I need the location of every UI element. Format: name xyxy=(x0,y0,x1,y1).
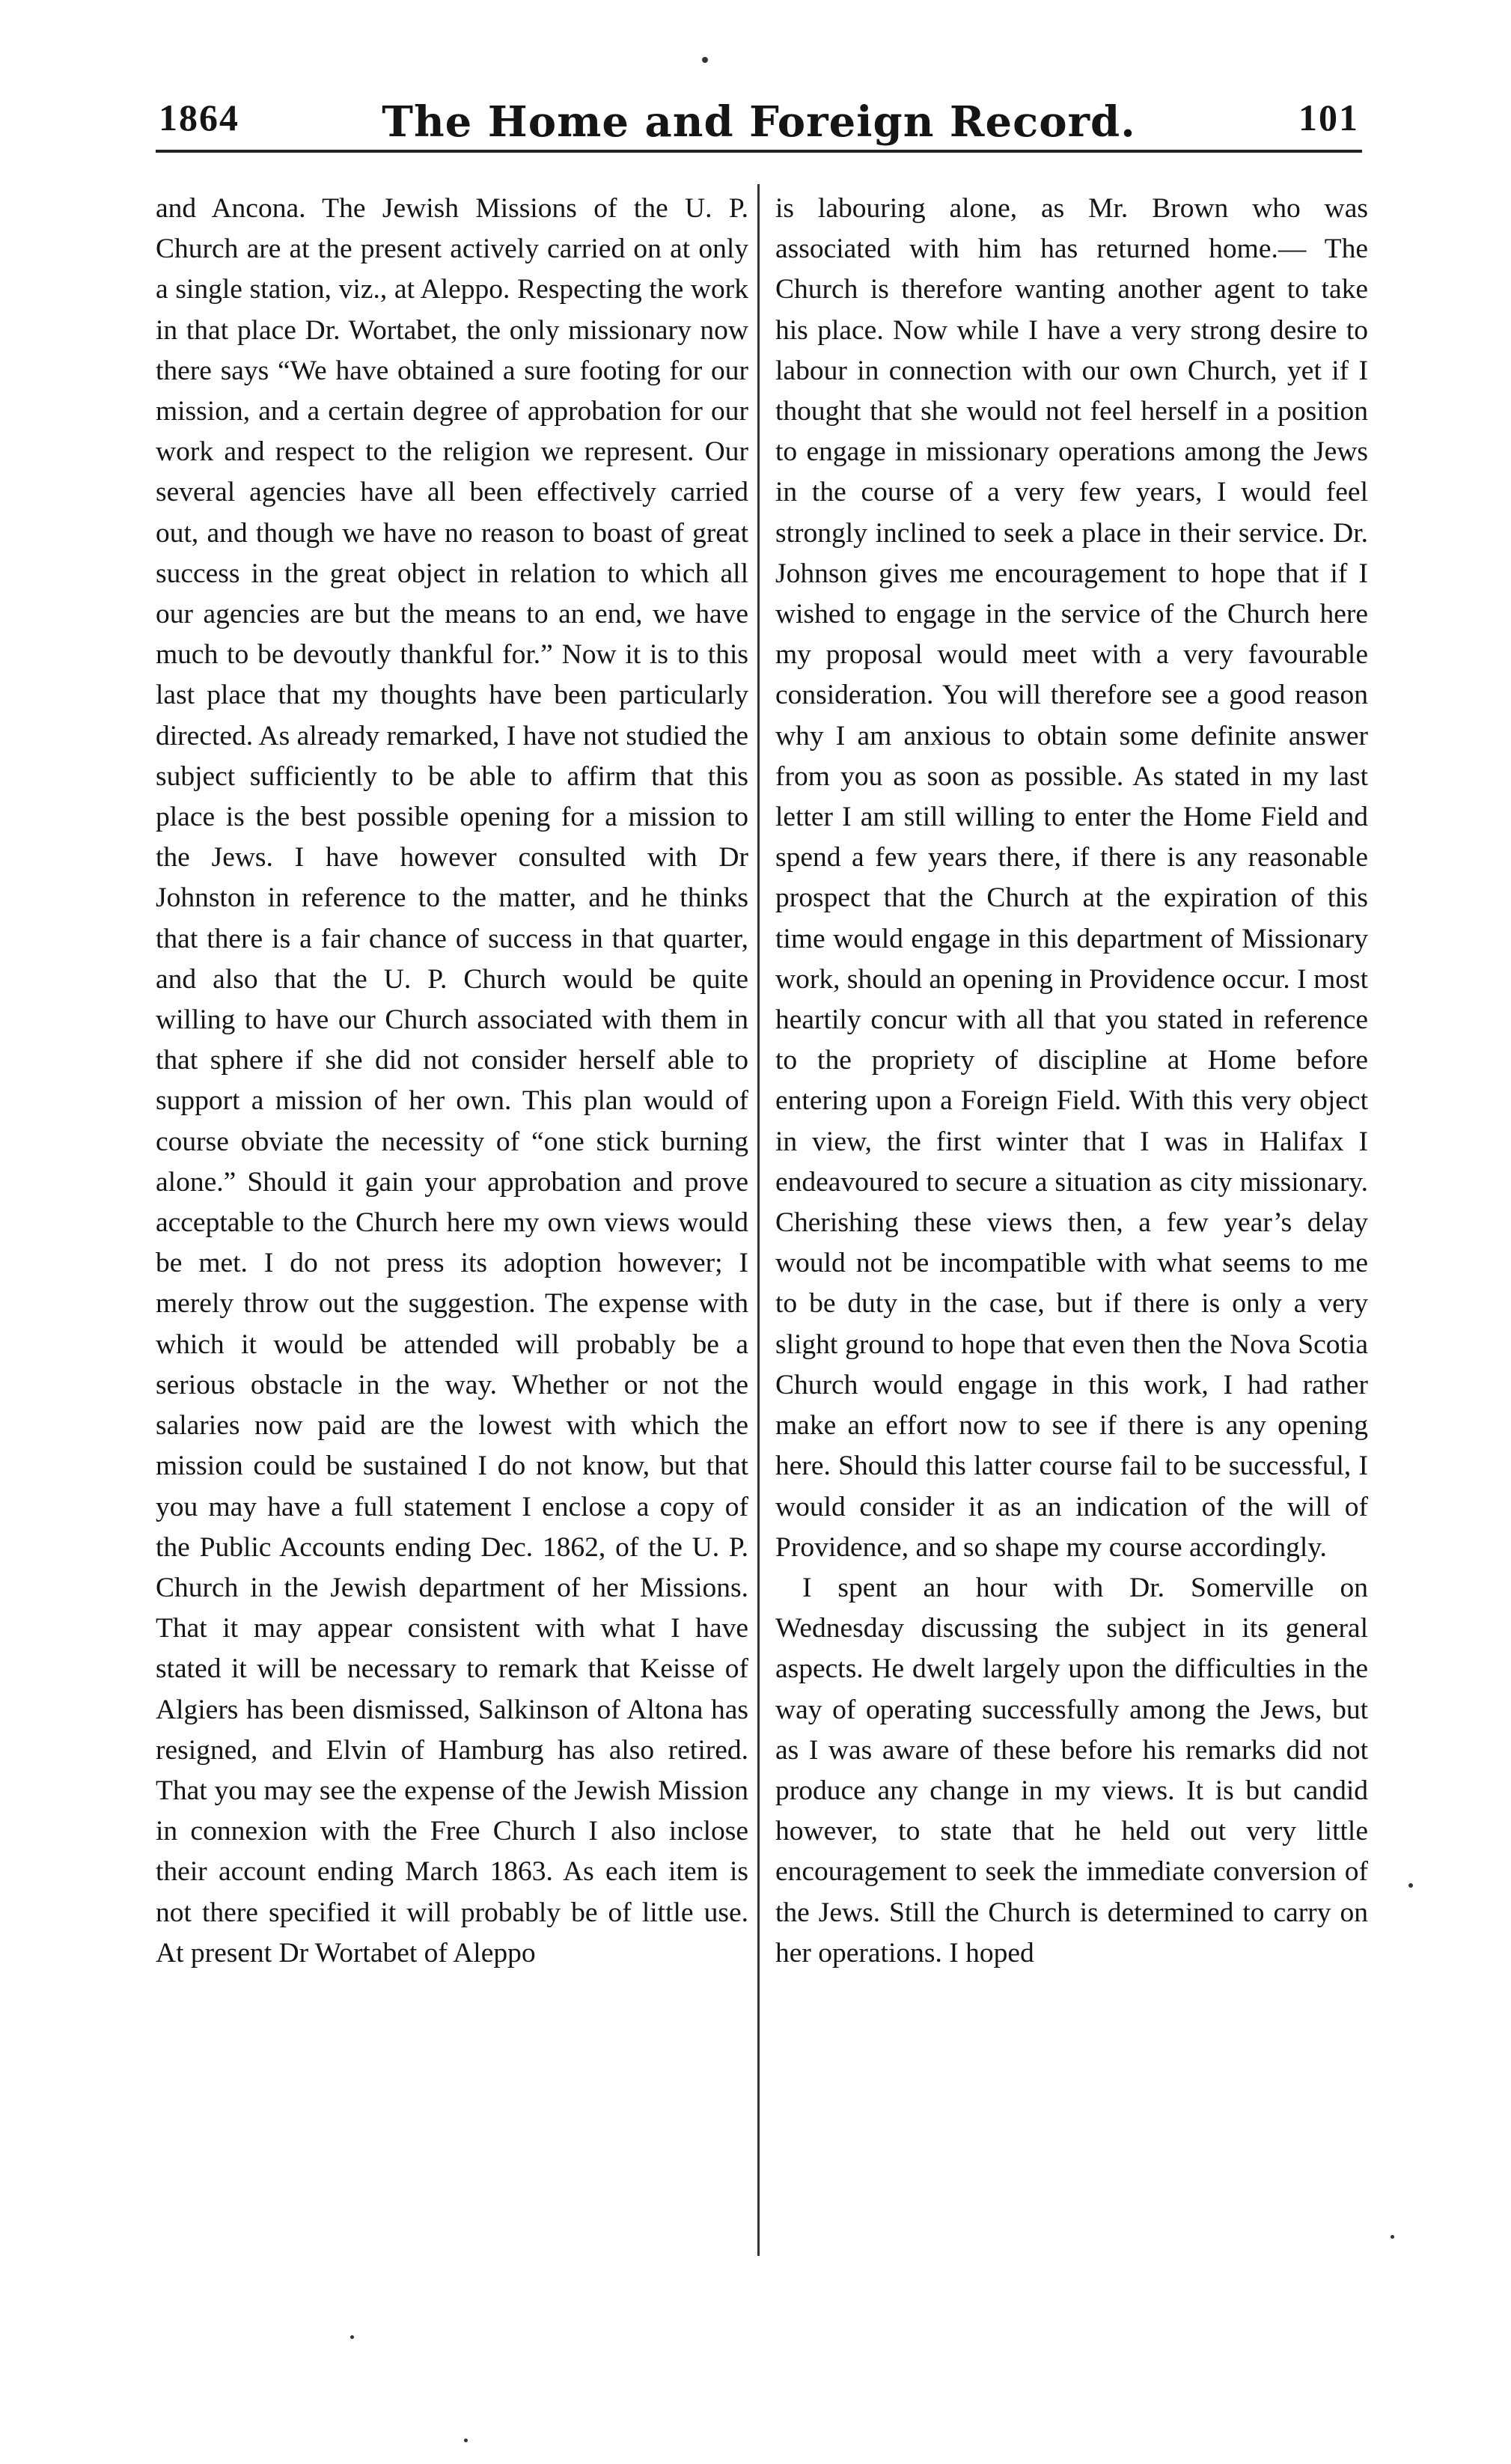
ink-speck xyxy=(464,2439,468,2442)
right-column xyxy=(775,189,1368,1974)
running-header xyxy=(156,96,1362,148)
ink-speck xyxy=(1408,1883,1413,1888)
right-paragraph-2: I spent an hour with Dr. Somerville on Wednesday discussing the subject in its general aspects. He dwelt largely upon the difficulties in the way of operating successfully among the Jews, but as I was aware of these before his remarks did not produce any change in my views. It is but candid however, to state that he held out very little encouragement to seek the immediate conversion of the Jews. Still the Church is determined to carry on her operations. I hoped xyxy=(775,1572,1368,1969)
left-column xyxy=(156,189,748,1974)
header-rule xyxy=(156,150,1362,153)
right-paragraph-1: is labouring alone, as Mr. Brown who was associated with him has returned home.— The Church is therefore wanting another agent to take his place. Now while I have a very strong desire to labour in connection with our own Church, yet if I thought that she would not feel herself in a position to engage in missionary operations among the Jews in the course of a very few years, I would feel strongly inclined to seek a place in their service. Dr. Johnson gives me encouragement to hope that if I wished to engage in the service of the Church here my proposal would meet with a very favourable consideration. You will therefore see a good reason why I am anxious to obtain some definite answer from you as soon as possible. As stated in my last letter I am still willing to enter the Home Field and spend a few years there, if there is any reasonable prospect that the Church at the expiration of this time would engage in this department of Missionary work, should an opening in Providence occur. I most heartily concur with all that you stated in reference to the propriety of discipline at Home before entering upon a Foreign Field. With this very object in view, the first winter that I was in Halifax I endeavoured to secure a situation as city missionary. Cherishing these views then, a few year’s delay would not be incompatible with what seems to me to be duty in the case, but if there is only a very slight ground to hope that even then the Nova Scotia Church would engage in this work, I had rather make an effort now to see if there is any opening here. Should this latter course fail to be successful, I would consider it as an indication of the will of Providence, and so shape my course accordingly. xyxy=(775,193,1368,1563)
ink-speck xyxy=(1391,2235,1394,2239)
header-year: 1864 xyxy=(159,97,239,138)
header-title: The Home and Foreign Record. xyxy=(382,97,1136,147)
left-paragraph-1: and Ancona. The Jewish Missions of the U. P. Church are at the present actively carried on at only a single station, viz., at Aleppo. Respecting the work in that place Dr. Wortabet, the only missionary now there says “We have obtained a sure footing for our mission, and a certain degree of approbation for our work and respect to the religion we represent. Our several agencies have all been effectively carried out, and though we have no reason to boast of great success in the great object in relation to which all our agencies are but the means to an end, we have much to be devoutly thankful for.” Now it is to this last place that my thoughts have been particularly directed. As already remarked, I have not studied the subject sufficiently to be able to affirm that this place is the best possible opening for a mission to the Jews. I have however consulted with Dr Johnston in reference to the matter, and he thinks that there is a fair chance of success in that quarter, and also that the U. P. Church would be quite willing to have our Church associated with them in that sphere if she did not consider herself able to support a mission of her own. This plan would of course obviate the necessity of “one stick burning alone.” Should it gain your approbation and prove acceptable to the Church here my own views would be met. I do not press its adoption however; I merely throw out the suggestion. The expense with which it would be attended will probably be a serious obstacle in the way. Whether or not the salaries now paid are the lowest with which the mission could be sustained I do not know, but that you may have a full statement I enclose a copy of the Public Accounts ending Dec. 1862, of the U. P. Church in the Jewish department of her Missions. That it may appear consistent with what I have stated it will be necessary to remark that Keisse of Algiers has been dismissed, Salkinson of Altona has resigned, and Elvin of Hamburg has also retired. That you may see the expense of the Jewish Mission in connexion with the Free Church I also inclose their account ending March 1863. As each item is not there specified it will probably be of little use. At present Dr Wortabet of Aleppo xyxy=(156,193,748,1969)
ink-speck xyxy=(702,57,708,63)
header-page-number: 101 xyxy=(1298,97,1359,138)
ink-speck xyxy=(350,2335,354,2339)
column-divider xyxy=(757,184,760,2256)
